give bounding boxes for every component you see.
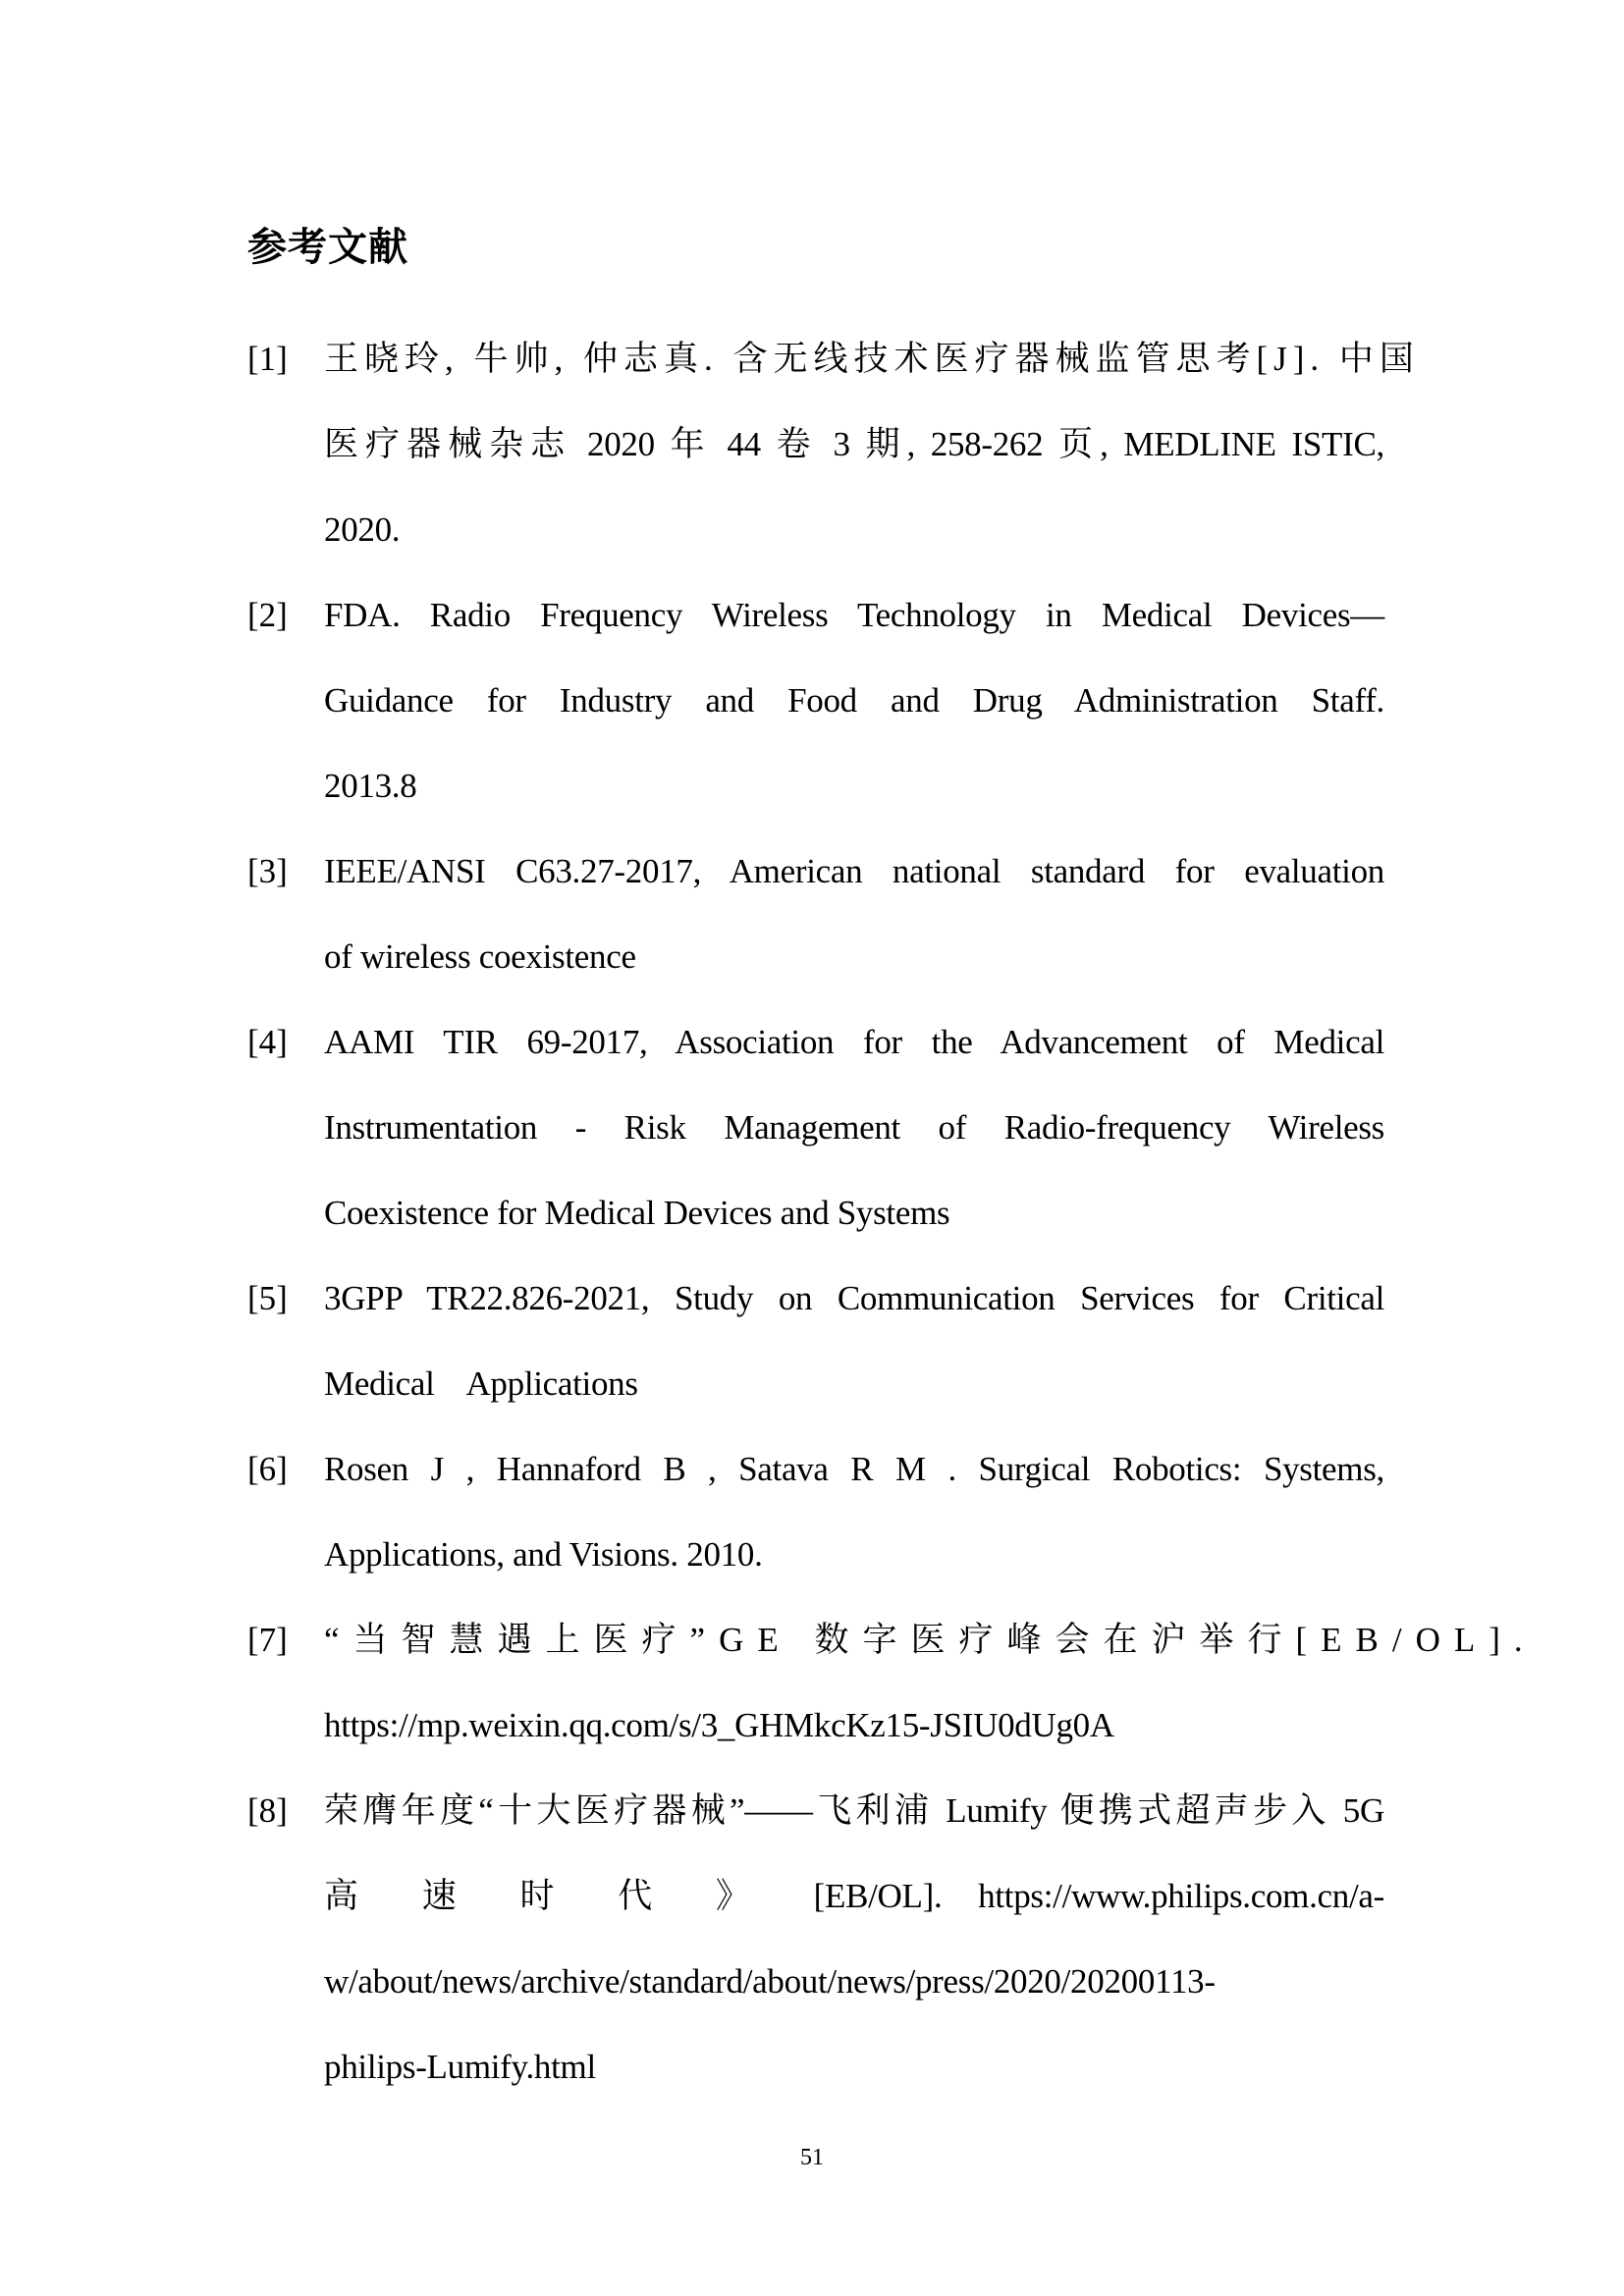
- reference-line: 2013.8: [324, 767, 417, 805]
- reference-number: [2]: [247, 596, 288, 634]
- reference-line: Applications, and Visions. 2010.: [324, 1535, 763, 1574]
- reference-item-5: [247, 1255, 1386, 1426]
- page-number: 51: [800, 2145, 824, 2170]
- reference-number: [3]: [247, 852, 288, 890]
- reference-line: https://mp.weixin.qq.com/s/3_GHMkcKz15-JSIU0dUg0A: [324, 1706, 1114, 1744]
- reference-line: Coexistence for Medical Devices and Systems: [324, 1194, 950, 1232]
- reference-item-8: [247, 1768, 1386, 2109]
- reference-text: [324, 1255, 1384, 1426]
- reference-line: 荣膺年度“十大医疗器械”——飞利浦 Lumify 便携式超声步入 5G: [324, 1791, 1384, 1830]
- reference-item-3: [247, 828, 1386, 999]
- section-heading: 参考文献: [247, 225, 408, 270]
- reference-text: [324, 999, 1384, 1255]
- reference-line: of wireless coexistence: [324, 937, 636, 976]
- reference-number: [4]: [247, 1023, 288, 1061]
- reference-text: [324, 1768, 1384, 2109]
- reference-line: FDA. Radio Frequency Wireless Technology in Medical Devices—: [324, 596, 1384, 634]
- reference-line: 3GPP TR22.826-2021, Study on Communication Services for Critical: [324, 1279, 1384, 1317]
- reference-line: w/about/news/archive/standard/about/news/press/2020/20200113-: [324, 1962, 1216, 2001]
- reference-line: Guidance for Industry and Food and Drug Administration Staff.: [324, 681, 1384, 720]
- reference-number: [5]: [247, 1279, 288, 1317]
- reference-text: [324, 1597, 1537, 1768]
- reference-text: [324, 572, 1384, 828]
- reference-list: [247, 316, 1537, 2109]
- reference-line: Instrumentation - Risk Management of Radio-frequency Wireless: [324, 1108, 1384, 1147]
- reference-line: 高 速 时 代 》 [EB/OL]. https://www.philips.com.cn/a-: [324, 1877, 1384, 1915]
- reference-line: “当智慧遇上医疗”GE 数字医疗峰会在沪举行[EB/OL].: [324, 1621, 1537, 1659]
- reference-line: 王晓玲, 牛帅, 仲志真. 含无线技术医疗器械监管思考[J]. 中国: [324, 340, 1420, 378]
- reference-line: IEEE/ANSI C63.27-2017, American national standard for evaluation: [324, 852, 1384, 890]
- reference-number: [1]: [247, 340, 288, 378]
- reference-line: Medical Applications: [324, 1364, 638, 1403]
- reference-number: [8]: [247, 1791, 288, 1830]
- reference-item-7: [247, 1597, 1537, 1768]
- reference-item-2: [247, 572, 1386, 828]
- reference-line: 2020.: [324, 510, 401, 549]
- reference-item-1: [247, 316, 1420, 572]
- reference-text: [324, 828, 1384, 999]
- reference-number: [6]: [247, 1450, 288, 1488]
- reference-item-4: [247, 999, 1386, 1255]
- reference-line: AAMI TIR 69-2017, Association for the Advancement of Medical: [324, 1023, 1384, 1061]
- reference-text: [324, 316, 1420, 572]
- reference-line: philips-Lumify.html: [324, 2048, 596, 2086]
- reference-item-6: [247, 1426, 1386, 1597]
- reference-number: [7]: [247, 1621, 288, 1659]
- reference-text: [324, 1426, 1384, 1597]
- reference-line: Rosen J , Hannaford B , Satava R M . Surgical Robotics: Systems,: [324, 1450, 1384, 1488]
- reference-line: 医疗器械杂志 2020 年 44 卷 3 期, 258-262 页, MEDLINE ISTIC,: [324, 425, 1384, 463]
